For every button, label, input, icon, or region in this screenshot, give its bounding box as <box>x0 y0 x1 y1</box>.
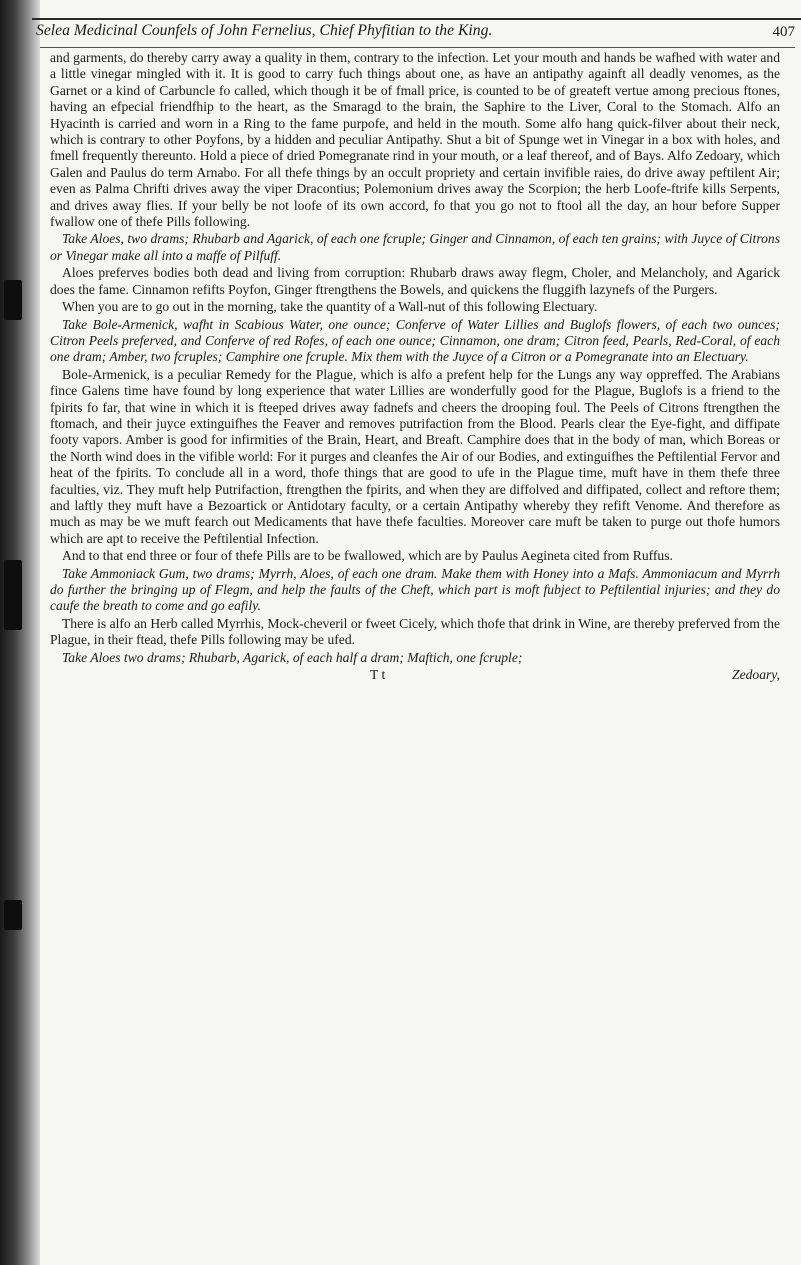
top-rule <box>32 18 801 20</box>
page-header <box>36 22 801 46</box>
catchword: Zedoary, <box>732 667 780 683</box>
recipe-paragraph: Take Ammoniack Gum, two drams; Myrrh, Aloes, of each one dram. Make them with Honey into a Mafs. Ammoniacum and Myrrh do further the bringing up of Flegm, and help the faults of the Cheft, which part is moft fubject to Peftilential injuries; and they do caufe the breath to come and go eafily. <box>50 565 780 614</box>
paragraph: Aloes preferves bodies both dead and living from corruption: Rhubarb draws away flegm, Choler, and Melancholy, and Agarick does the fame. Cinnamon refifts Poyfon, Ginger ftrengthens the Bowels, and quickens the fluggifh lazynefs of the Purgers. <box>50 265 780 297</box>
binding-shadow <box>4 280 22 320</box>
recipe-paragraph: Take Aloes, two drams; Rhubarb and Agarick, of each one fcruple; Ginger and Cinnamon, of each ten grains; with Juyce of Citrons or Vinegar make all into a maffe of Pilfuff. <box>50 231 780 263</box>
paragraph: Bole-Armenick, is a peculiar Remedy for the Plague, which is alfo a prefent help for the Lungs any way oppreffed. The Arabians fince Galens time have found by long experience that water Lillies are wonderfully good for the Plague, Buglofs is a friend to the fpirits fo far, that wine in which it is fteeped drives away fadnefs and cheers the drooping foul. The Peels of Citrons ftrengthen the ftomach, and their juyce extinguifhes the Feaver and removes putrifaction from the Blood. Pearls clear the Eye-fight, and diffipate footy vapors. Amber is good for infirmities of the Brain, Heart, and Breaft. Camphire does that in the body of man, which Boreas or the North wind does in the vifible world: For it purges and cleanfes the Air of our Bodies, and extinguifhes the Peftilential Fervor and heat of the fpirits. To conclude all in a word, thofe things that are good to ufe in the Plague time, muft have in them thefe three faculties, viz. They muft help Putrifaction, ftrengthen the fpirits, and when they are diffolved and diffipated, collect and reftore them; and laftly they muft have a Bezoartick or Antidotary faculty, or a certain Antipathy whereby they refift Venome. And therefore as much as may be we muft fearch out Medicaments that have thefe faculties. Moreover care muft be taken to purge out thofe humors which are apt to receive the Peftilential Infection. <box>50 366 780 546</box>
header-rule <box>40 47 795 48</box>
binding-shadow <box>4 900 22 930</box>
recipe-paragraph: Take Bole-Armenick, wafht in Scabious Water, one ounce; Conferve of Water Lillies and Buglofs flowers, of each two ounces; Citron Peels preferved, and Conferve of red Rofes, of each one ounce; Cinnamon, one dram; Citron feed, Pearls, Red-Coral, of each one dram; Amber, two fcruples; Camphire one fcruple. Mix them with the Juyce of a Citron or a Pomegranate into an Electuary. <box>50 316 780 365</box>
running-title: Selea Medicinal Counfels of John Fernelius, Chief Phyfitian to the King. <box>36 22 493 39</box>
page-footer <box>50 667 780 683</box>
page-number: 407 <box>772 24 795 40</box>
paragraph: There is alfo an Herb called Myrrhis, Mock-cheveril or fweet Cicely, which thofe that drink in Wine, are thereby preferved from the Plague, in their ftead, thefe Pills following may be ufed. <box>50 615 780 648</box>
body-text <box>50 50 780 683</box>
paragraph: and garments, do thereby carry away a quality in them, contrary to the infection. Let your mouth and hands be wafhed with water and a little vinegar mingled with it. It is good to carry fuch things about one, as have an antipathy againft all deadly venomes, as the Garnet or a kind of Carbuncle fo called, which though it be of fmall price, is counted to be of greateft vertue among precious ftones, having an efpecial friendfhip to the heart, as the Smaragd to the brain, the Saphire to the Liver, Coral to the Stomach. Alfo an Hyacinth is carried and worn in a Ring to the fame purpofe, and held in the mouth. Some alfo hang quick-filver about their neck, which is contrary to other Poyfons, by a hidden and peculiar Antipathy. Shut a bit of Spunge wet in Vinegar in a box with holes, and fmell frequently thereunto. Hold a piece of dried Pomegranate rind in your mouth, or a leaf thereof, and of Bays. Alfo Zedoary, which Galen and Paulus do term Arnabo. For all thefe things by an occult propriety and certain invifible raies, do drive away peftilent Air; even as Palma Chrifti drives away the viper Dracontius; Polemonium drives away the Scorpion; the herb Loofe-ftrife kills Serpents, and drives away flies. If your belly be not loofe of its own accord, fo that you go not to ftool all the day, an hour before Supper fwallow one of thefe Pills following. <box>50 50 780 230</box>
signature-mark: T t <box>370 667 386 683</box>
binding-shadow <box>4 560 22 630</box>
recipe-paragraph: Take Aloes two drams; Rhubarb, Agarick, of each half a dram; Maftich, one fcruple; <box>62 649 523 665</box>
paragraph: When you are to go out in the morning, take the quantity of a Wall-nut of this following Electuary. <box>62 299 598 315</box>
binding-edge <box>0 0 40 1265</box>
paragraph: And to that end three or four of thefe Pills are to be fwallowed, which are by Paulus Aegineta cited from Ruffus. <box>62 548 673 564</box>
